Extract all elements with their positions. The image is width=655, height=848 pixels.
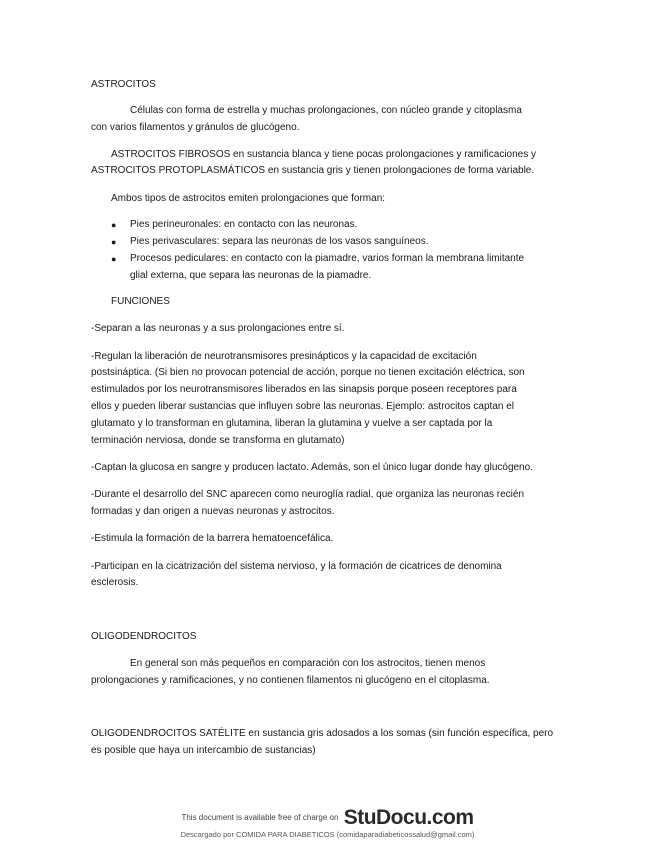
footer-download: Descargado por COMIDA PARA DIABETICOS (comidaparadiabeticossalud@gmail.com) xyxy=(180,830,475,839)
paragraph-line: ASTROCITOS PROTOPLASMÁTICOS en sustancia gris y tienen prolongaciones de forma variable. xyxy=(91,165,535,176)
paragraph-line: -Separan a las neuronas y a sus prolongaciones entre sí. xyxy=(91,323,345,334)
paragraph-line: -Captan la glucosa en sangre y producen lactato. Además, son el único lugar donde hay glucógeno. xyxy=(91,462,533,473)
paragraph-line: ASTROCITOS FIBROSOS en sustancia blanca y tiene pocas prolongaciones y ramificaciones y xyxy=(111,149,537,160)
paragraph-line: -Durante el desarrollo del SNC aparecen como neuroglía radial, que organiza las neuronas recién xyxy=(91,489,525,500)
list-item: glial externa, que separa las neuronas de la piamadre. xyxy=(130,270,372,281)
paragraph-line: formadas y dan origen a nuevas neuronas y astrocitos. xyxy=(91,506,335,517)
paragraph-line: estimulados por los neurotransmisores liberados en las sinapsis porque poseen receptores para xyxy=(91,384,517,395)
paragraph-line: esclerosis. xyxy=(91,577,139,588)
list-item: Pies perineuronales: en contacto con las neuronas. xyxy=(130,219,358,230)
availability-text: This document is available free of charge on xyxy=(181,813,339,822)
brand-tld: .com xyxy=(426,806,474,829)
paragraph-line: En general son más pequeños en comparación con los astrocitos, tienen menos xyxy=(130,658,486,669)
studocu-logo[interactable] xyxy=(344,806,474,829)
paragraph-line: postsináptica. (Si bien no provocan potencial de acción, porque no tienen excitación eléctrica, son xyxy=(91,367,525,378)
list-item: Pies perivasculares: separa las neuronas de los vasos sanguíneos. xyxy=(130,236,429,247)
section-heading-funciones: FUNCIONES xyxy=(111,296,170,307)
paragraph-line: OLIGODENDROCITOS SATÉLITE en sustancia gris adosados a los somas (sin función específica, pero xyxy=(91,728,554,739)
paragraph-line: glutamato y lo transforman en glutamina, liberan la glutamina y vuelve a ser captada por la xyxy=(91,418,493,429)
paragraph-line: prolongaciones y ramificaciones, y no contienen filamentos ni glucógeno en el citoplasma. xyxy=(91,675,490,686)
paragraph-line: con varios filamentos y gránulos de glucógeno. xyxy=(91,122,300,133)
brand-main: StuDocu xyxy=(343,806,427,829)
paragraph-line: ellos y pueden liberar sustancias que influyen sobre las neuronas. Ejemplo: astrocitos captan el xyxy=(91,401,515,412)
paragraph-line: -Regulan la liberación de neurotransmisores presinápticos y la capacidad de excitación xyxy=(91,351,477,362)
footer-availability xyxy=(0,806,655,830)
paragraph-line: -Participan en la cicatrización del sistema nervioso, y la formación de cicatrices de denomina xyxy=(91,561,502,572)
paragraph-line: terminación nerviosa, donde se transforma en glutamato) xyxy=(91,435,345,446)
section-heading-astrocitos: ASTROCITOS xyxy=(91,79,156,90)
section-heading-oligodendrocitos: OLIGODENDROCITOS xyxy=(91,631,197,642)
bullet-icon: ● xyxy=(111,254,117,264)
paragraph-line: -Estimula la formación de la barrera hematoencefálica. xyxy=(91,533,334,544)
bullet-icon: ● xyxy=(111,237,117,247)
paragraph-line: Células con forma de estrella y muchas prolongaciones, con núcleo grande y citoplasma xyxy=(130,105,522,116)
paragraph-line: es posible que haya un intercambio de sustancias) xyxy=(91,745,316,756)
list-item: Procesos pediculares: en contacto con la piamadre, varios forman la membrana limitante xyxy=(130,253,525,264)
bullet-icon: ● xyxy=(111,220,117,230)
paragraph-line: Ambos tipos de astrocitos emiten prolongaciones que forman: xyxy=(111,193,386,204)
